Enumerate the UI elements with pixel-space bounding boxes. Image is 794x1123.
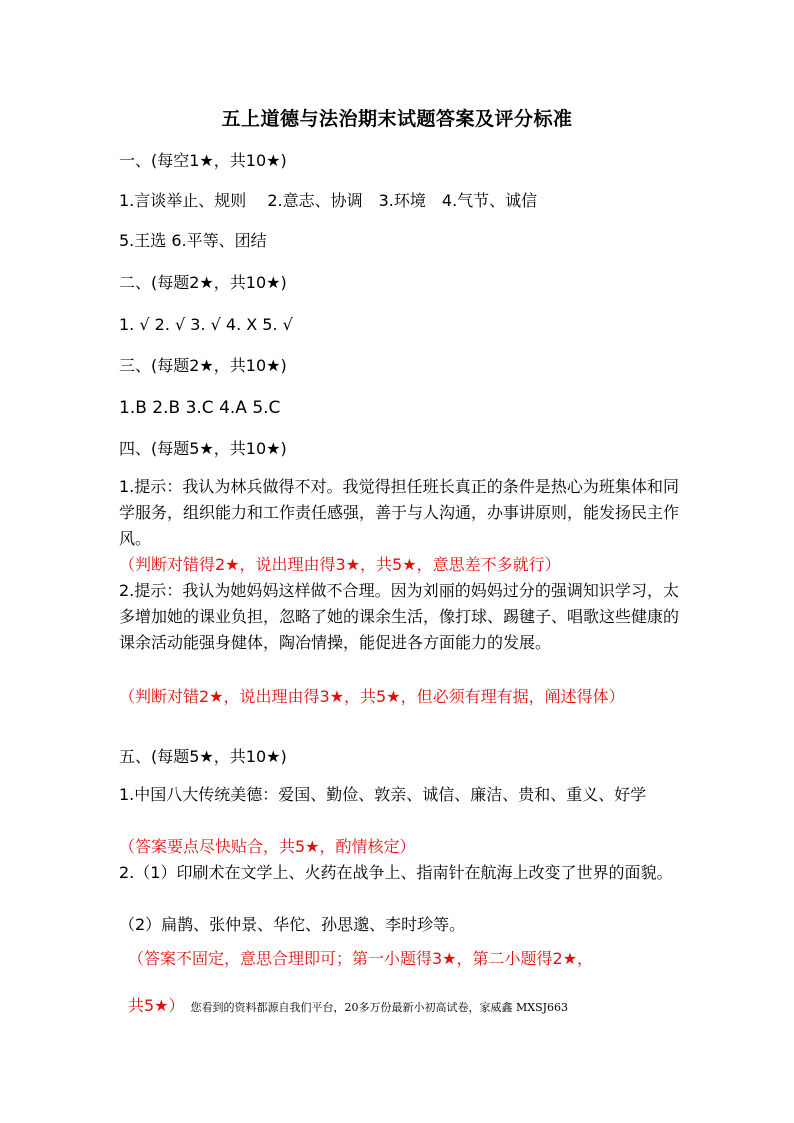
section-3-heading: 三、(每题2★，共10★) [119, 356, 287, 375]
section-4-question-1-scoring: （判断对错得2★，说出理由得3★，共5★，意思差不多就行） [119, 555, 561, 574]
section-4-question-2: 2.提示：我认为她妈妈这样做不合理。因为刘丽的妈妈过分的强调知识学习，太多增加她的课业负担，忽略了她的课余生活，像打球、踢毽子、唱歌这些健康的课余活动能强身健体，陶冶情操，能促进各方面能力的发展。 [119, 581, 680, 652]
section-5-question-1-scoring: （答案要点尽快贴合，共5★，酌情核定） [119, 837, 416, 856]
section-2-heading: 二、(每题2★，共10★) [119, 273, 287, 292]
section-4-heading: 四、(每题5★，共10★) [119, 439, 287, 458]
section-2-answers: 1. √ 2. √ 3. √ 4. X 5. √ [119, 315, 293, 334]
section-4-question-2-scoring: （判断对错2★，说出理由得3★，共5★，但必须有理有据，阐述得体） [119, 687, 625, 706]
section-1-answers-line1: 1.言谈举止、规则 2.意志、协调 3.环境 4.气节、诚信 [119, 191, 538, 210]
footer [128, 993, 568, 1016]
section-5-question-2-scoring-end: 共5★） [128, 996, 185, 1015]
section-3-answers: 1.B 2.B 3.C 4.A 5.C [119, 398, 281, 418]
section-5-question-2-part-2: （2）扁鹊、张仲景、华佗、孙思邈、李时珍等。 [119, 915, 466, 934]
section-5-question-1: 1.中国八大传统美德：爱国、勤俭、敦亲、诚信、廉洁、贵和、重义、好学 [119, 785, 647, 804]
page-title: 五上道德与法治期末试题答案及评分标准 [221, 108, 573, 130]
section-1-heading: 一、(每空1★，共10★) [119, 151, 287, 170]
section-5-question-2-scoring: （答案不固定，意思合理即可；第一小题得3★，第二小题得2★， [128, 949, 594, 968]
section-1-answers-line2: 5.王选 6.平等、团结 [119, 231, 267, 250]
section-5-question-2: 2.（1）印刷术在文学上、火药在战争上、指南针在航海上改变了世界的面貌。 [119, 863, 673, 882]
section-5-heading: 五、(每题5★，共10★) [119, 747, 287, 766]
section-4-question-1: 1.提示：我认为林兵做得不对。我觉得担任班长真正的条件是热心为班集体和同学服务，组织能力和工作责任感强，善于与人沟通，办事讲原则，能发扬民主作风。 [119, 477, 680, 548]
footer-source-text: 您看到的资料都源自我们平台，20多万份最新小初高试卷，家威鑫 MXSJ663 [190, 1001, 569, 1014]
